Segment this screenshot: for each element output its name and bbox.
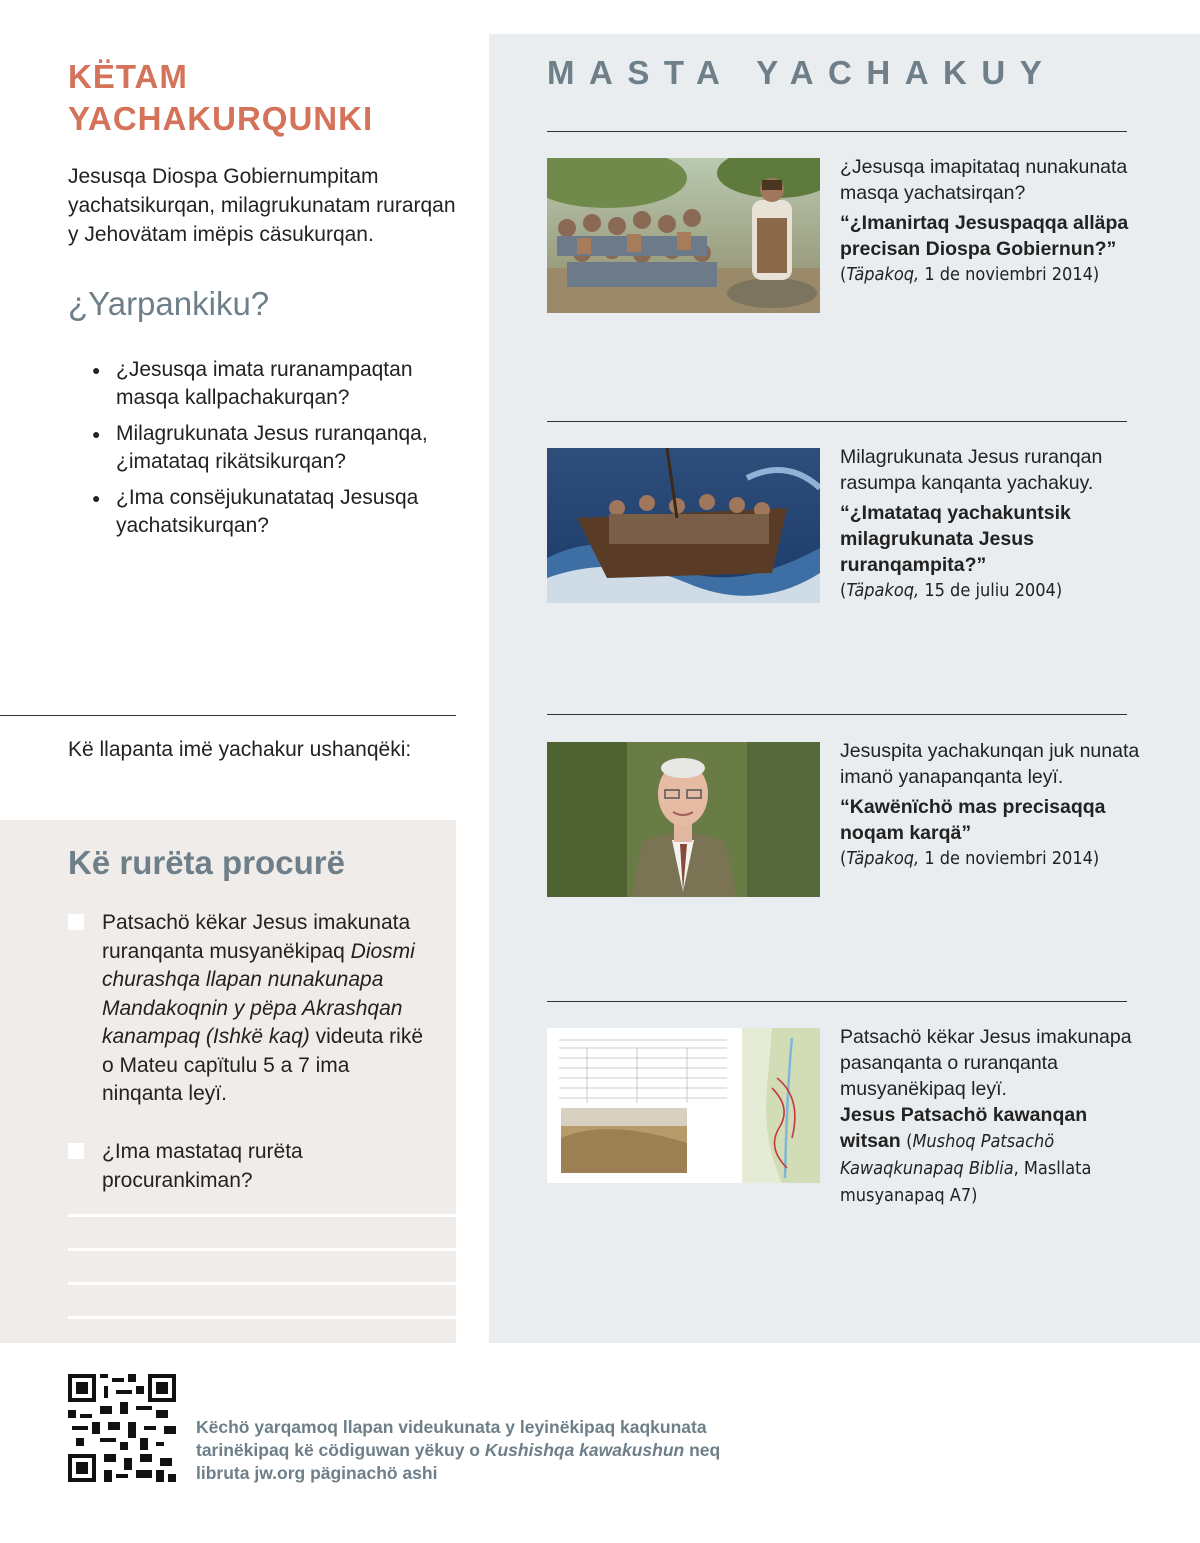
qr-code-icon[interactable]	[68, 1374, 176, 1482]
divider	[547, 131, 1127, 132]
item-description: Jesuspita yachakunqan juk nunata imanö yanapanqanta leyï.	[840, 740, 1140, 788]
man-portrait-image[interactable]	[547, 742, 820, 897]
footer-text: Këchö yarqamoq llapan videukunata y leyinëkipaq kaqkunata tarinëkipaq kë cödiguwan yëkuy o Kushishqa kawakushun neq libruta jw.org päginachö ashi	[196, 1417, 721, 1483]
checkbox[interactable]	[68, 1143, 84, 1159]
goal-item	[68, 909, 428, 1109]
item-source: (Mushoq Patsachö Kawaqkunapaq Biblia, Masllata musyanapaq A7)	[840, 1131, 1092, 1206]
explore-item	[840, 154, 1140, 288]
review-item: ● Milagrukunata Jesus ruranqanqa, ¿imatataq rikätsikurqan?	[92, 420, 457, 476]
goal-text: ¿Ima mastataq rurëta procurankiman?	[102, 1140, 303, 1192]
divider	[547, 421, 1127, 422]
divider	[0, 715, 456, 716]
write-line[interactable]	[68, 1282, 456, 1285]
item-source: (Täpakoq, 15 de juliu 2004)	[840, 580, 1063, 601]
divider	[547, 714, 1127, 715]
item-description: ¿Jesusqa imapitataq nunakunata masqa yachatsirqan?	[840, 156, 1128, 204]
review-title: ¿Yarpankiku?	[68, 285, 270, 322]
item-source: (Täpakoq, 1 de noviembri 2014)	[840, 848, 1100, 869]
write-line[interactable]	[68, 1214, 456, 1217]
explore-item	[840, 738, 1140, 872]
jesus-teaching-image[interactable]	[547, 158, 820, 313]
item-source: (Täpakoq, 1 de noviembri 2014)	[840, 264, 1100, 285]
divider	[547, 1001, 1127, 1002]
goal-text: videuta rikë o Mateu capïtulu 5 a 7 ima ninqanta leyï.	[102, 1025, 424, 1105]
notes-label: Kë llapanta imë yachakur ushanqëki:	[68, 738, 412, 761]
video-title: Diosmi churashqa llapan nunakunapa Mandakoqnin y pëpa Akrashqan kanampaq (Ishkë kaq)	[102, 939, 415, 1048]
goal-text: Patsachö këkar Jesus imakunata ruranqanta musyanëkipaq	[102, 911, 411, 963]
goal-item	[68, 1138, 428, 1195]
article-title[interactable]: “¿Imatataq yachakuntsik milagrukunata Jesus ruranqampita?”	[840, 502, 1071, 576]
item-description: Patsachö këkar Jesus imakunapa pasanqanta o ruranqanta musyanëkipaq leyï.	[840, 1026, 1132, 1100]
map-chart-image[interactable]	[547, 1028, 820, 1183]
item-description: Milagrukunata Jesus ruranqan rasumpa kanqanta yachakuy.	[840, 446, 1103, 494]
boat-storm-image[interactable]	[547, 448, 820, 603]
review-item: ● ¿Ima consëjukunatataq Jesusqa yachatsikurqan?	[92, 484, 457, 540]
summary-title: KËTAM YACHAKURQUNKI	[68, 58, 374, 137]
write-line[interactable]	[68, 1316, 456, 1319]
explore-item	[840, 444, 1140, 604]
review-list	[92, 356, 457, 548]
review-item: ● ¿Jesusqa imata ruranampaqtan masqa kallpachakurqan?	[92, 356, 457, 412]
summary-text: Jesusqa Diospa Gobiernumpitam yachatsikurqan, milagrukunatam rurarqan y Jehovätam imëpis cäsukurqan.	[68, 165, 456, 246]
explore-item	[840, 1024, 1140, 1209]
goals-title: Kë rurëta procurë	[68, 844, 345, 881]
article-title[interactable]: Jesus Patsachö kawanqan witsan	[840, 1104, 1088, 1152]
article-title[interactable]: “¿Imanirtaq Jesuspaqqa alläpa precisan Diospa Gobiernun?”	[840, 212, 1129, 260]
article-title[interactable]: “Kawënïchö mas precisaqqa noqam karqä”	[840, 796, 1106, 844]
checkbox[interactable]	[68, 914, 84, 930]
write-line[interactable]	[68, 1248, 456, 1251]
explore-title: MASTA YACHAKUY	[547, 54, 1057, 91]
